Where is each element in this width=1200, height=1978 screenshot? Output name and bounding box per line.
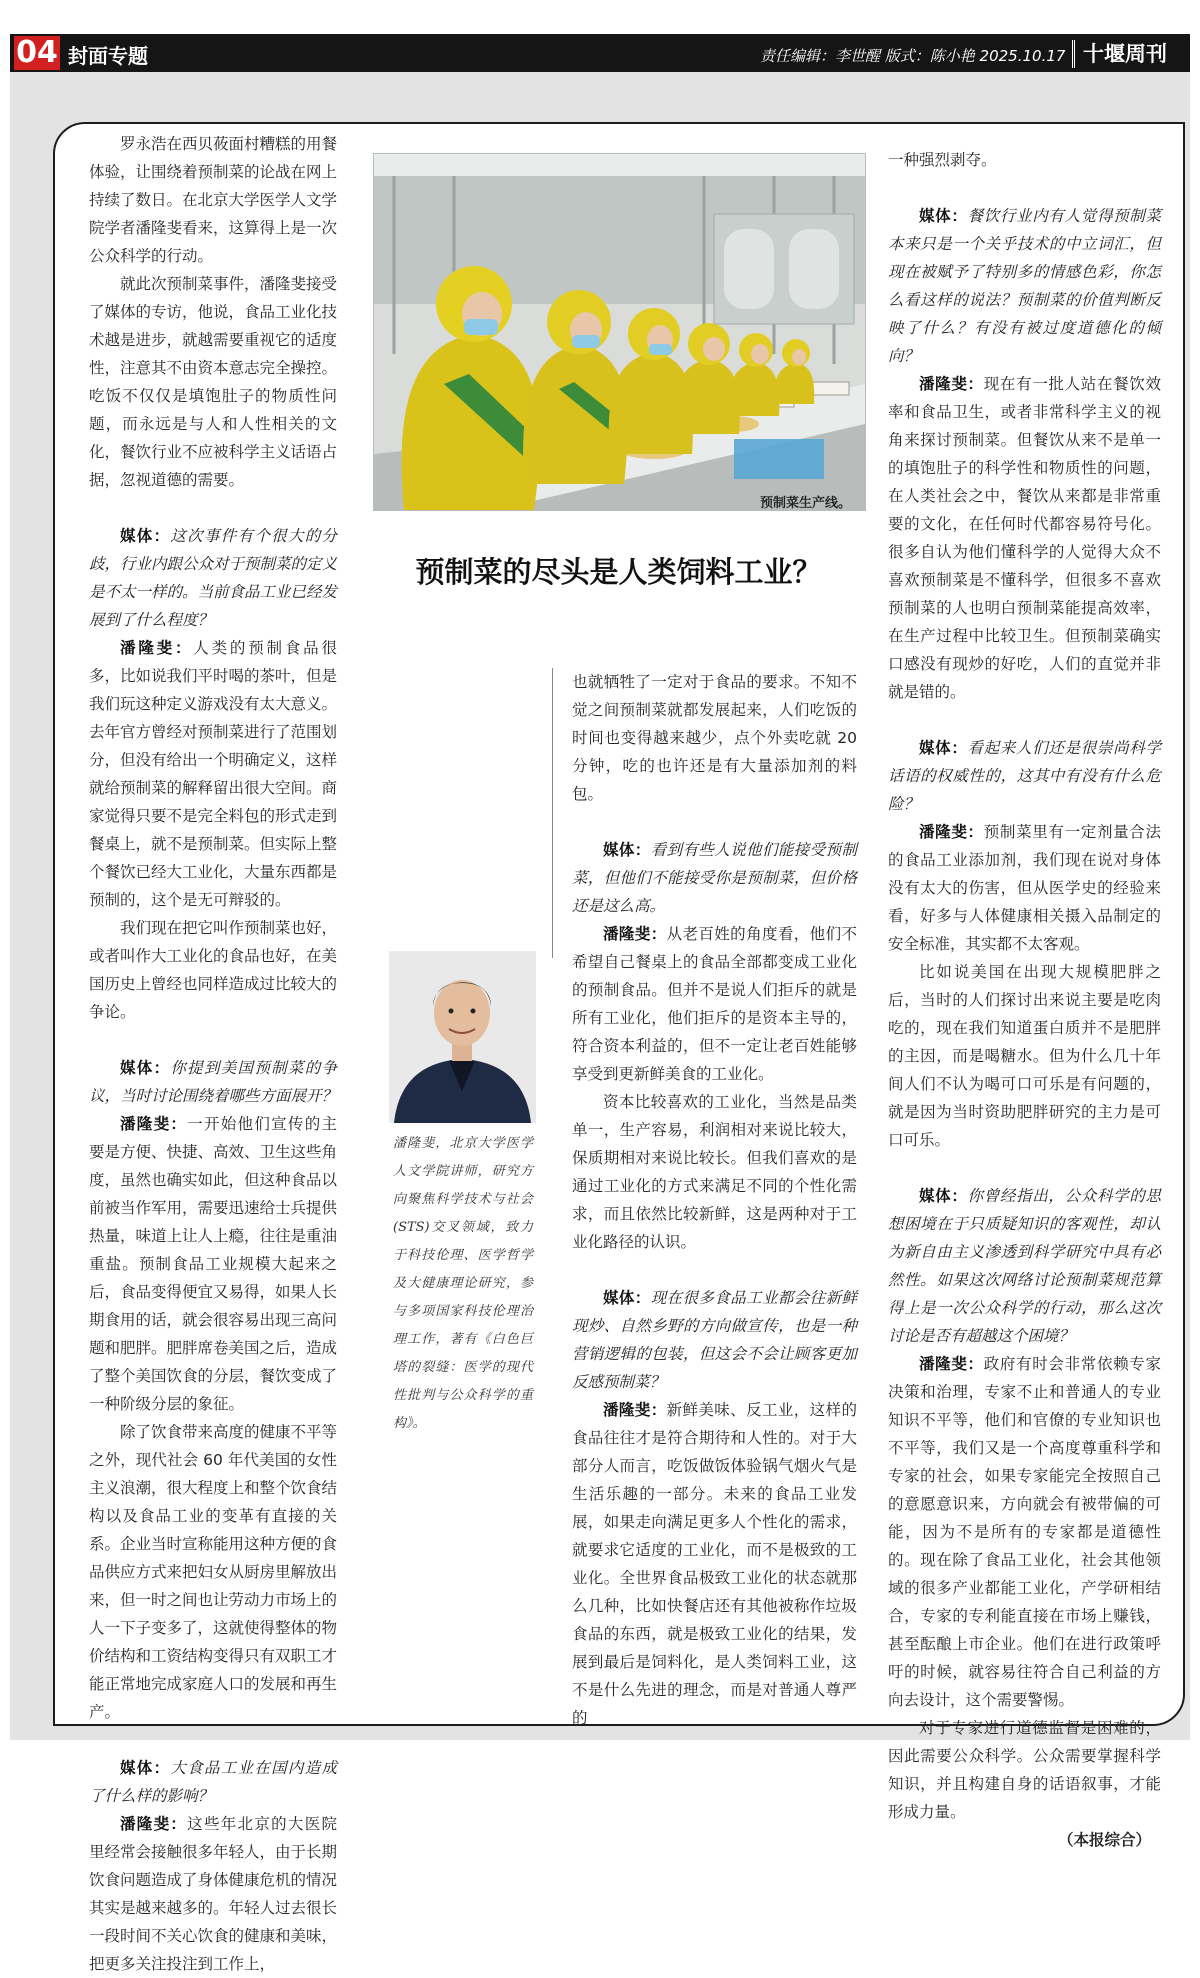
interviewee-portrait [389,951,536,1123]
paragraph-text: 你提到美国预制菜的争议，当时讨论围绕着哪些方面展开？ [89,1059,338,1105]
paragraph-text: 也就牺牲了一定对于食品的要求。不知不觉之间预制菜就都发展起来，人们吃饭的时间也变得越来越少，点个外卖吃就 20 分钟，吃的也许还是有大量添加剂的料包。 [572,673,857,803]
newspaper-masthead: 十堰周刊 [1072,40,1191,68]
paragraph-text: 人类的预制食品很多，比如说我们平时喝的茶叶，但是我们玩这种定义游戏没有太大意义。去年官方曾经对预制菜进行了范围划分，但没有给出一个明确定义，这样就给预制菜的解释留出很大空间。商家觉得只要不是完全料包的形式走到餐桌上，就不是预制菜。但实际上整个餐饮已经大工业化，大量东西都是预制的，这个是无可辩驳的。 [89,639,338,909]
paragraph-text: 从老百姓的角度看，他们不希望自己餐桌上的食品全部都变成工业化的预制食品。但并不是说人们拒斥的就是所有工业化，他们拒斥的是资本主导的，符合资本利益的，但不一定让老百姓能够享受到更新鲜美食的工业化。 [572,925,857,1083]
speaker-label: 潘隆斐： [603,1401,667,1419]
speaker-label: 媒体： [919,739,968,757]
paragraph-text: 罗永浩在西贝莜面村糟糕的用餐体验，让围绕着预制菜的论战在网上持续了数日。在北京大学医学人文学院学者潘隆斐看来，这算得上是一次公众科学的行动。 [89,135,338,265]
portrait-illustration [389,951,536,1123]
body-paragraph [888,958,1161,1154]
speaker-label: 潘隆斐： [919,823,984,841]
interviewee-bio: 潘隆斐，北京大学医学人文学院讲师，研究方向聚焦科学技术与社会(STS)交叉领域，致力于科技伦理、医学哲学及大健康理论研究，参与多项国家科技伦理治理工作，著有《白色巨塔的裂缝：医学的现代性批判与公众科学的重构》。 [393,1136,533,1431]
speaker-label: 潘隆斐： [603,925,667,943]
interview-question [888,734,1161,818]
paragraph-text: 资本比较喜欢的工业化，当然是品类单一，生产容易，利润相对来说比较大，保质期相对来说比较长。但我们喜欢的是通过工业化的方式来满足不同的个性化需求，而且依然比较新鲜，这是两种对于工业化路径的认识。 [572,1093,857,1251]
paragraph-text: 餐饮行业内有人觉得预制菜本来只是一个关乎技术的中立词汇，但现在被赋予了特别多的情感色彩，你怎么看这样的说法？预制菜的价值判断反映了什么？有没有被过度道德化的倾向？ [888,207,1161,365]
interview-question [572,1284,857,1396]
interview-question [89,522,337,634]
continued-paragraph [572,668,857,808]
speaker-label: 潘隆斐： [120,1115,188,1133]
body-paragraph [888,1714,1161,1826]
paragraph-text: 比如说美国在出现大规模肥胖之后，当时的人们探讨出来说主要是吃肉吃的，现在我们知道蛋白质并不是肥胖的主因，而是喝糖水。但为什么几十年间人们不认为喝可口可乐是有问题的，就是因为当时资助肥胖研究的主力是可口可乐。 [888,963,1161,1149]
paragraph-text: 除了饮食带来高度的健康不平等之外，现代社会 60 年代美国的女性主义浪潮，很大程度上和整个饮食结构以及食品工业的变革有直接的关系。企业当时宣称能用这种方便的食品供应方式来把妇女从厨房里解放出来，但一时之间也让劳动力市场上的人一下子变多了，这就使得整体的物价结构和工资结构变得只有双职工才能正常地完成家庭人口的发展和再生产。 [89,1423,338,1721]
paragraph-text: 政府有时会非常依赖专家决策和治理，专家不止和普通人的专业知识不平等，他们和官僚的专业知识也不平等，我们又是一个高度尊重科学和专家的社会，如果专家能完全按照自己的意愿意识来，方向就会有被带偏的可能，因为不是所有的专家都是道德性的。现在除了食品工业化，社会其他领域的很多产业都能工业化，产学研相结合，专家的专利能直接在市场上赚钱，甚至酝酿上市企业。他们在进行政策呼吁的时候，就容易往符合自己利益的方向去设计，这个需要警惕。 [888,1355,1161,1709]
paragraph-text: 现在很多食品工业都会往新鲜现炒、自然乡野的方向做宣传，也是一种营销逻辑的包装，但这会不会让顾客更加反感预制菜？ [572,1289,857,1391]
paragraph-text: （本报综合） [1057,1831,1151,1849]
top-margin [0,0,1200,14]
body-paragraph [89,130,337,270]
paragraph-text: 这些年北京的大医院里经常会接触很多年轻人，由于长期饮食问题造成了身体健康危机的情况其实是越来越多的。年轻人过去很长一段时间不关心饮食的健康和美味，把更多关注投注到工作上， [89,1815,338,1973]
interview-answer [572,1396,857,1732]
interview-question [572,836,857,920]
article-column-1 [89,130,337,1978]
speaker-label: 媒体： [919,207,968,225]
speaker-label: 媒体： [919,1187,968,1205]
paragraph-text: 这次事件有个很大的分歧，行业内跟公众对于预制菜的定义是不太一样的。当前食品工业已经发展到了什么程度？ [89,527,338,629]
production-line-photo [373,153,866,511]
paragraph-text: 看起来人们还是很崇尚科学话语的权威性的，这其中有没有什么危险？ [888,739,1161,813]
paragraph-text: 新鲜美味、反工业，这样的食品往往才是符合期待和人性的。对于大部分人而言，吃饭做饭体验锅气烟火气是生活乐趣的一部分。未来的食品工业发展，如果走向满足更多人个性化的需求，就要求它适度的工业化，而不是极致的工业化。全世界食品极致工业化的状态就那么几种，比如快餐店还有其他被称作垃圾食品的东西，就是极致工业化的结果，发展到最后是饲料化，是人类饲料工业，这不是什么先进的理念，而是对普通人尊严的 [572,1401,857,1727]
column-divider [552,668,553,958]
paragraph-text: 对于专家进行道德监督是困难的，因此需要公众科学。公众需要掌握科学知识，并且构建自身的话语叙事，才能形成力量。 [888,1719,1161,1821]
interview-question [89,1054,337,1110]
article-column-2 [572,668,857,1732]
paragraph-text: 我们现在把它叫作预制菜也好，或者叫作大工业化的食品也好，在美国历史上曾经也同样造成过比较大的争论。 [89,919,338,1021]
speaker-label: 媒体： [120,527,171,545]
body-paragraph [89,1418,337,1726]
section-title: 封面专题 [68,44,148,68]
speaker-label: 潘隆斐： [919,375,984,393]
article-source [888,1826,1161,1854]
editor-credits: 责任编辑：李世醒 版式：陈小艳 2025.10.17 [760,47,1066,65]
body-paragraph [89,270,337,494]
speaker-label: 潘隆斐： [120,639,194,657]
paragraph-text: 大食品工业在国内造成了什么样的影响？ [89,1759,337,1805]
interview-question [888,202,1161,370]
speaker-label: 媒体： [120,1759,171,1777]
interview-answer [89,634,337,914]
interview-answer [572,920,857,1088]
article-headline: 预制菜的尽头是人类饲料工业？ [415,555,822,589]
paragraph-text: 看到有些人说他们能接受预制菜，但他们不能接受你是预制菜，但价格还是这么高。 [572,841,857,915]
interview-question [888,1182,1161,1350]
article-column-3 [888,146,1161,1854]
production-line-illustration [374,154,865,510]
continued-paragraph [888,146,1161,174]
paragraph-text: 就此次预制菜事件，潘隆斐接受了媒体的专访，他说，食品工业化技术越是进步，就越需要重视它的适度性，注意其不由资本意志完全操控。吃饭不仅仅是填饱肚子的物质性问题，而永远是与人和人性相关的文化，餐饮行业不应被科学主义话语占据，忽视道德的需要。 [89,275,338,489]
paragraph-text: 一开始他们宣传的主要是方便、快捷、高效、卫生这些角度，虽然也确实如此，但这种食品以前被当作军用，需要迅速给士兵提供热量，味道上让人上瘾，往往是重油重盐。预制食品工业规模大起来之后，食品变得便宜又易得，如果人长期食用的话，就会很容易出现三高问题和肥胖。肥胖席卷美国之后，造成了整个美国饮食的分层，餐饮变成了一种阶级分层的象征。 [89,1115,338,1413]
interview-question [89,1754,337,1810]
photo-caption: 预制菜生产线。 [760,496,852,511]
paragraph-text: 一种强烈剥夺。 [888,151,997,169]
speaker-label: 媒体： [120,1059,171,1077]
speaker-label: 媒体： [603,1289,651,1307]
interview-answer [89,1810,337,1978]
interview-answer [888,1350,1161,1714]
body-paragraph [89,914,337,1026]
paragraph-text: 现在有一批人站在餐饮效率和食品卫生，或者非常科学主义的视角来探讨预制菜。但餐饮从来不是单一的填饱肚子的科学性和物质性的问题，在人类社会之中，餐饮从来都是非常重要的文化，在任何时代都容易符号化。很多自认为他们懂科学的人觉得大众不喜欢预制菜是不懂科学，但很多不喜欢预制菜的人也明白预制菜能提高效率，在生产过程中比较卫生。但预制菜确实口感没有现炒的好吃，人们的直觉并非就是错的。 [888,375,1161,701]
paragraph-text: 你曾经指出，公众科学的思想困境在于只质疑知识的客观性，却认为新自由主义渗透到科学研究中具有必然性。如果这次网络讨论预制菜规范算得上是一次公众科学的行动，那么这次讨论是否有超越这个困境？ [888,1187,1161,1345]
speaker-label: 媒体： [603,841,651,859]
speaker-label: 潘隆斐： [120,1815,188,1833]
body-paragraph [572,1088,857,1256]
speaker-label: 潘隆斐： [919,1355,984,1373]
paragraph-text: 预制菜里有一定剂量合法的食品工业添加剂，我们现在说对身体没有太大的伤害，但从医学史的经验来看，好多与人体健康相关摄入品制定的安全标准，其实都不太客观。 [888,823,1161,953]
interview-answer [888,370,1161,706]
interview-answer [89,1110,337,1418]
page-number: 04 [14,36,60,70]
interview-answer [888,818,1161,958]
